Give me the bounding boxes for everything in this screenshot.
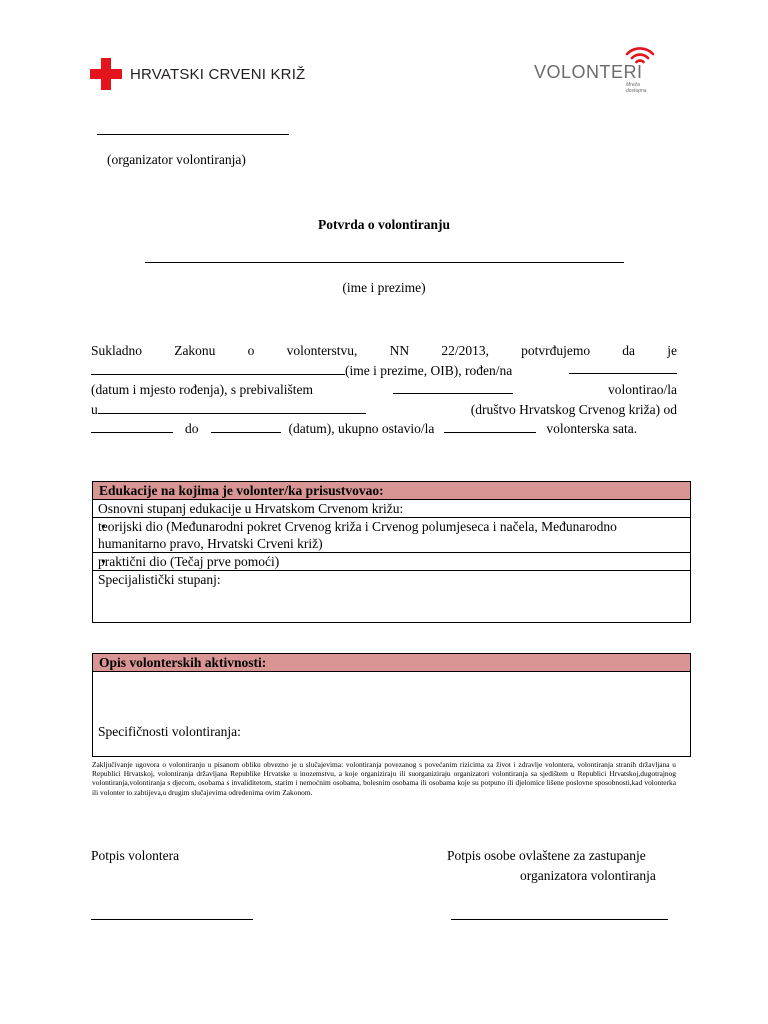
organizer-signature-line[interactable] bbox=[451, 919, 668, 920]
name-blank[interactable] bbox=[145, 262, 624, 263]
education-specialist-row[interactable] bbox=[93, 571, 690, 622]
education-theory-item: • teorijski dio (Međunarodni pokret Crvenog križa i Crvenog polumjeseca i načela, Međunarodno humanitarno pravo, Hrvatski Crveni križ) bbox=[93, 518, 690, 553]
organizer-blank[interactable] bbox=[97, 134, 289, 135]
date-from-blank[interactable] bbox=[91, 420, 173, 433]
volunteer-signature-line[interactable] bbox=[91, 919, 253, 920]
paragraph-line-4: u (društvo Hrvatskog Crvenog križa) od bbox=[91, 401, 677, 417]
volonteri-logo-text: VOLONTERI bbox=[534, 62, 643, 82]
specialist-label: Specijalistički stupanj: bbox=[98, 572, 221, 587]
paragraph-line-5: do (datum), ukupno ostavio/la volonterska sata. bbox=[91, 419, 677, 439]
red-cross-icon bbox=[90, 58, 122, 90]
education-header: Edukacije na kojima je volonter/ka prisustvovao: bbox=[93, 482, 690, 500]
page-title: Potvrda o volontiranju bbox=[317, 217, 450, 232]
society-blank[interactable] bbox=[98, 401, 366, 414]
name-caption: (ime i prezime) bbox=[342, 280, 426, 295]
education-table bbox=[92, 481, 691, 623]
volunteer-signature-label: Potpis volontera bbox=[91, 848, 180, 863]
paragraph-line-1: Sukladno Zakonu o volonterstvu, NN 22/2013, potvrđujemo da je bbox=[91, 343, 677, 358]
certificate-paragraph bbox=[91, 341, 677, 439]
organizer-signature-label-1: Potpis osobe ovlaštene za zastupanje bbox=[447, 848, 646, 863]
date-to-blank[interactable] bbox=[211, 420, 281, 433]
volonteri-logo bbox=[530, 44, 660, 92]
residence-blank[interactable] bbox=[393, 381, 513, 394]
hck-logo-text: HRVATSKI CRVENI KRIŽ bbox=[130, 65, 306, 83]
volonteri-tagline: Mreža dostupna bbox=[626, 82, 647, 94]
organizer-signature-label-2: organizatora volontiranja bbox=[520, 868, 656, 883]
hours-blank[interactable] bbox=[444, 420, 536, 433]
paragraph-line-3: (datum i mjesto rođenja), s prebivalištem volontirao/la bbox=[91, 382, 677, 397]
person-name-blank[interactable] bbox=[91, 362, 345, 375]
organizer-caption: (organizator volontiranja) bbox=[107, 152, 246, 167]
education-basic-row: Osnovni stupanj edukacije u Hrvatskom Crvenom križu: bbox=[93, 500, 690, 518]
activities-header: Opis volonterskih aktivnosti: bbox=[93, 654, 690, 672]
specifics-label: Specifičnosti volontiranja: bbox=[98, 724, 241, 739]
hck-logo bbox=[90, 58, 305, 90]
activities-table bbox=[92, 653, 691, 757]
birth-date-blank[interactable] bbox=[569, 361, 677, 374]
activities-content[interactable] bbox=[93, 672, 690, 756]
education-practical-item: • praktični dio (Tečaj prve pomoći) bbox=[93, 553, 690, 571]
legal-note: Zaključivanje ugovora o volontiranju u pisanom obliku obvezno je u slučajevima: volontiranja povezanog s povećanim rizicima za život i zdravlje volontera, volontiranja stranih državljana u Republici Hrvatskoj, volontiranja državljana Republike Hrvatske u inozemstvu, a koje organiziraju ili suorganiziraju organizatori volontiranja sa sjedištem u Republici Hrvatskoj,dugotrajnog volontiranja,volontiranja s djecom, osobama s invaliditetom, starim i nemoćnim osobama, bolesnim osobama ili osobama koje su potpuno ili djelomice lišene poslovne sposobnosti,kad volonterka ili volonter to zahtijeva,u drugim slučajevima određenima ovim Zakonom. bbox=[92, 760, 676, 797]
paragraph-line-2: (ime i prezime, OIB), rođen/na bbox=[91, 361, 677, 381]
